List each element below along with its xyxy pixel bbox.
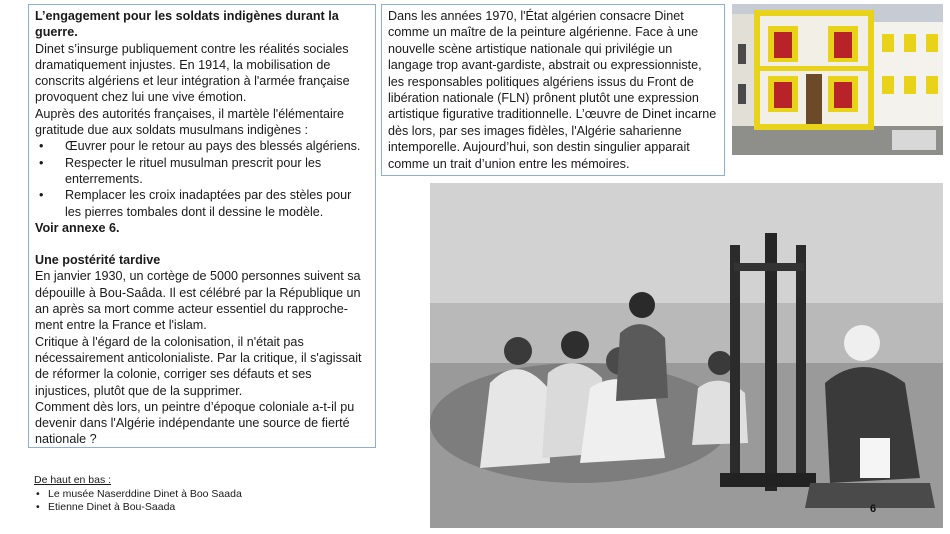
text-run: Dinet s’insurge publiquement contre les réalités sociales dramatiquement injustes. En 1914, la mobilisation de conscrits algériens et (35, 41, 349, 89)
section-heading-posterite: Une postérité tardive (35, 253, 161, 268)
caption-item: • Etienne Dinet à Bou-Saada (34, 501, 242, 515)
paragraph-funeral: En janvier 1930, un cortège de 5000 personnes suivent sa dépouille à Bou-Saâda. Il est célébré par la République un an après sa mort comme acteur essentiel du rapproche-ment entre la France et l'islam. (35, 269, 361, 333)
paragraph-mobilisation (35, 41, 369, 106)
image-caption (34, 474, 242, 515)
page-number: 6 (870, 503, 877, 515)
caption-heading: De haut en bas : (34, 474, 112, 486)
list-item: • Remplacer les croix inadaptées par des stèles pour les pierres tombales dont il dessine le modèle. (35, 187, 369, 220)
text-run: Dans les années 1970, l'État algérien consacre Dinet comme un maître de la peinture algérienne. Face à une nouvelle scène artistique nationale qui privilégie un langage trop avant-gardiste, abstrait ou expressionniste, les responsables politiques algériens issus du Front de libération nationale (FLN) prônent plutôt une expression artistique figurative traditionnelle. L’œuvre de Dinet incarne dès lors, par ses images (388, 9, 717, 138)
caption-item: • Le musée Naserddine Dinet à Boo Saada (34, 488, 242, 502)
historic-photo-dinet (430, 183, 943, 528)
text-run-emphasis: Aujourd’hui, son destin singulier apparait comme un trait d’union entre les mémoires. (388, 140, 690, 171)
paragraph-1970s (388, 8, 718, 172)
list-item: • Œuvrer pour le retour au pays des blessés algériens. (35, 138, 369, 154)
paragraph-critique: Critique à l'égard de la colonisation, il n'était pas nécessairement anticolonialiste. Par la critique, il s'agissait de réformer la colonie, corriger ses défauts et ses injustices, plutôt que de la supprimer. (35, 334, 362, 398)
demands-list (35, 138, 369, 219)
section-heading-engagement: L’engagement pour les soldats indigènes durant la guerre. (35, 9, 339, 40)
text-run: provoquent chez lui une vive émotion. (35, 90, 247, 105)
right-text-panel (381, 4, 725, 176)
paragraph-gratitude: Auprès des autorités françaises, il martèle l'élémentaire gratitude due aux soldats musulmans indigènes : (35, 106, 344, 138)
museum-photo (732, 4, 943, 155)
caption-list (34, 488, 242, 515)
left-text-panel (28, 4, 376, 448)
text-run-emphasis: leur intégration à l'armée française (156, 74, 350, 89)
paragraph-question: Comment dès lors, un peintre d’époque coloniale a-t-il pu devenir dans l'Algérie indépendante une source de fierté nationale ? (35, 399, 355, 447)
annex-reference: Voir annexe 6. (35, 220, 120, 235)
text-run: , l'Algérie saharienne intemporelle. (388, 123, 682, 155)
list-item: • Respecter le rituel musulman prescrit pour les enterrements. (35, 155, 369, 188)
text-run-emphasis: fidèles (528, 123, 565, 138)
